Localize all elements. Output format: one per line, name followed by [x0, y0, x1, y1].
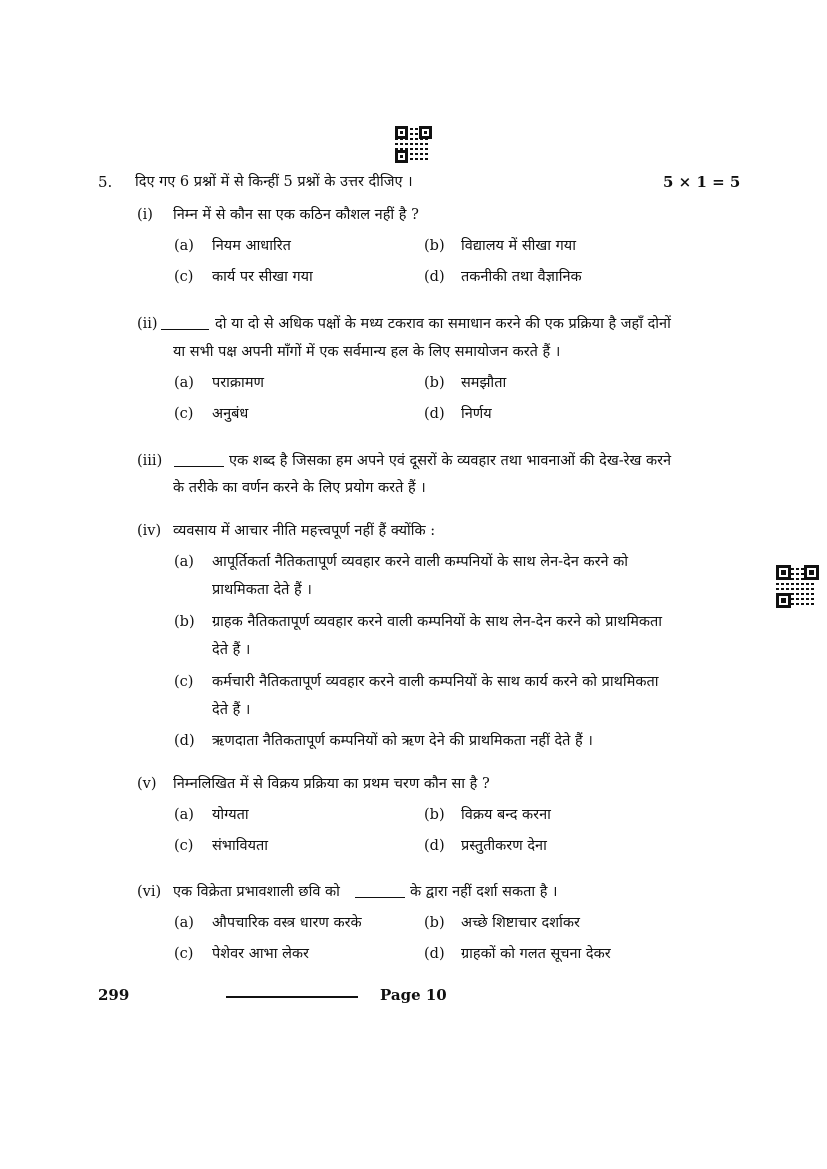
item-text: निम्न में से कौन सा एक कठिन कौशल नहीं है ?: [173, 207, 419, 223]
footer-rule: [226, 996, 358, 998]
qr-code-side: [776, 565, 816, 605]
option-text-line1: ग्राहक नैतिकतापूर्ण व्यवहार करने वाली कम्पनियों के साथ लेन-देन करने को प्राथमिकता: [212, 614, 663, 630]
option-text-line1: कर्मचारी नैतिकतापूर्ण व्यवहार करने वाली कम्पनियों के साथ कार्य करने को प्राथमिकता: [212, 674, 659, 690]
item-number: (vi): [137, 884, 162, 900]
item-text: निम्नलिखित में से विक्रय प्रक्रिया का प्रथम चरण कौन सा है ?: [173, 776, 490, 792]
option-label: (b): [424, 915, 445, 931]
option-label: (d): [424, 269, 445, 285]
option-text: नियम आधारित: [212, 238, 291, 254]
answer-blank: [161, 329, 209, 330]
option-text: औपचारिक वस्त्र धारण करके: [212, 915, 362, 931]
option-text-line2: देते हैं ।: [212, 702, 251, 718]
answer-blank: [174, 466, 224, 467]
option-text-line2: प्राथमिकता देते हैं ।: [212, 582, 312, 598]
question-instruction: दिए गए 6 प्रश्नों में से किन्हीं 5 प्रश्नों के उत्तर दीजिए ।: [135, 174, 413, 190]
option-label: (c): [174, 269, 194, 285]
item-text-line1: दो या दो से अधिक पक्षों के मध्य टकराव का समाधान करने की एक प्रक्रिया है जहाँ दोनों: [215, 316, 671, 332]
option-text-line1: ऋणदाता नैतिकतापूर्ण कम्पनियों को ऋण देने की प्राथमिकता नहीं देते हैं ।: [212, 733, 593, 749]
option-label: (a): [174, 238, 194, 254]
option-label: (d): [424, 946, 445, 962]
option-text: तकनीकी तथा वैज्ञानिक: [461, 269, 582, 285]
item-text-line2: या सभी पक्ष अपनी माँगों में एक सर्वमान्य हल के लिए समायोजन करते हैं ।: [173, 344, 561, 360]
answer-blank: [355, 897, 405, 898]
option-text: संभावियता: [212, 838, 268, 854]
option-label: (c): [174, 946, 194, 962]
option-text: निर्णय: [461, 406, 492, 422]
option-label: (b): [424, 375, 445, 391]
item-number: (iii): [137, 453, 163, 469]
option-label: (b): [424, 238, 445, 254]
option-label: (a): [174, 807, 194, 823]
item-text-after: के द्वारा नहीं दर्शा सकता है ।: [410, 884, 558, 900]
option-label: (d): [424, 838, 445, 854]
option-label: (c): [174, 674, 194, 690]
item-text-before: एक विक्रेता प्रभावशाली छवि को: [173, 884, 340, 900]
qr-code-top: [395, 126, 429, 160]
option-text: ग्राहकों को गलत सूचना देकर: [461, 946, 611, 962]
option-text: विद्यालय में सीखा गया: [461, 238, 576, 254]
question-number: 5.: [98, 173, 113, 191]
option-label: (b): [424, 807, 445, 823]
paper-code: 299: [98, 986, 130, 1004]
option-text: कार्य पर सीखा गया: [212, 269, 313, 285]
option-label: (d): [424, 406, 445, 422]
option-text: विक्रय बन्द करना: [461, 807, 551, 823]
option-label: (d): [174, 733, 195, 749]
option-text: समझौता: [461, 375, 507, 391]
question-marks: 5 × 1 = 5: [663, 173, 741, 191]
option-text: अनुबंध: [212, 406, 249, 422]
option-text: योग्यता: [212, 807, 249, 823]
option-text: पेशेवर आभा लेकर: [212, 946, 309, 962]
item-text: व्यवसाय में आचार नीति महत्त्वपूर्ण नहीं हैं क्योंकि :: [173, 523, 436, 539]
option-label: (b): [174, 614, 195, 630]
option-label: (a): [174, 375, 194, 391]
page-number: Page 10: [380, 986, 447, 1004]
option-text-line1: आपूर्तिकर्ता नैतिकतापूर्ण व्यवहार करने वाली कम्पनियों के साथ लेन-देन करने को: [212, 554, 629, 570]
option-text-line2: देते हैं ।: [212, 642, 251, 658]
item-number: (i): [137, 207, 153, 223]
item-text-line2: के तरीके का वर्णन करने के लिए प्रयोग करते हैं ।: [173, 480, 426, 496]
option-label: (a): [174, 554, 194, 570]
option-text: प्रस्तुतीकरण देना: [461, 838, 547, 854]
item-number: (iv): [137, 523, 162, 539]
option-text: अच्छे शिष्टाचार दर्शाकर: [461, 915, 580, 931]
option-text: पराक्रामण: [212, 375, 264, 391]
item-number: (v): [137, 776, 157, 792]
option-label: (c): [174, 838, 194, 854]
option-label: (c): [174, 406, 194, 422]
item-text-line1: एक शब्द है जिसका हम अपने एवं दूसरों के व्यवहार तथा भावनाओं की देख-रेख करने: [229, 453, 672, 469]
item-number: (ii): [137, 316, 158, 332]
option-label: (a): [174, 915, 194, 931]
